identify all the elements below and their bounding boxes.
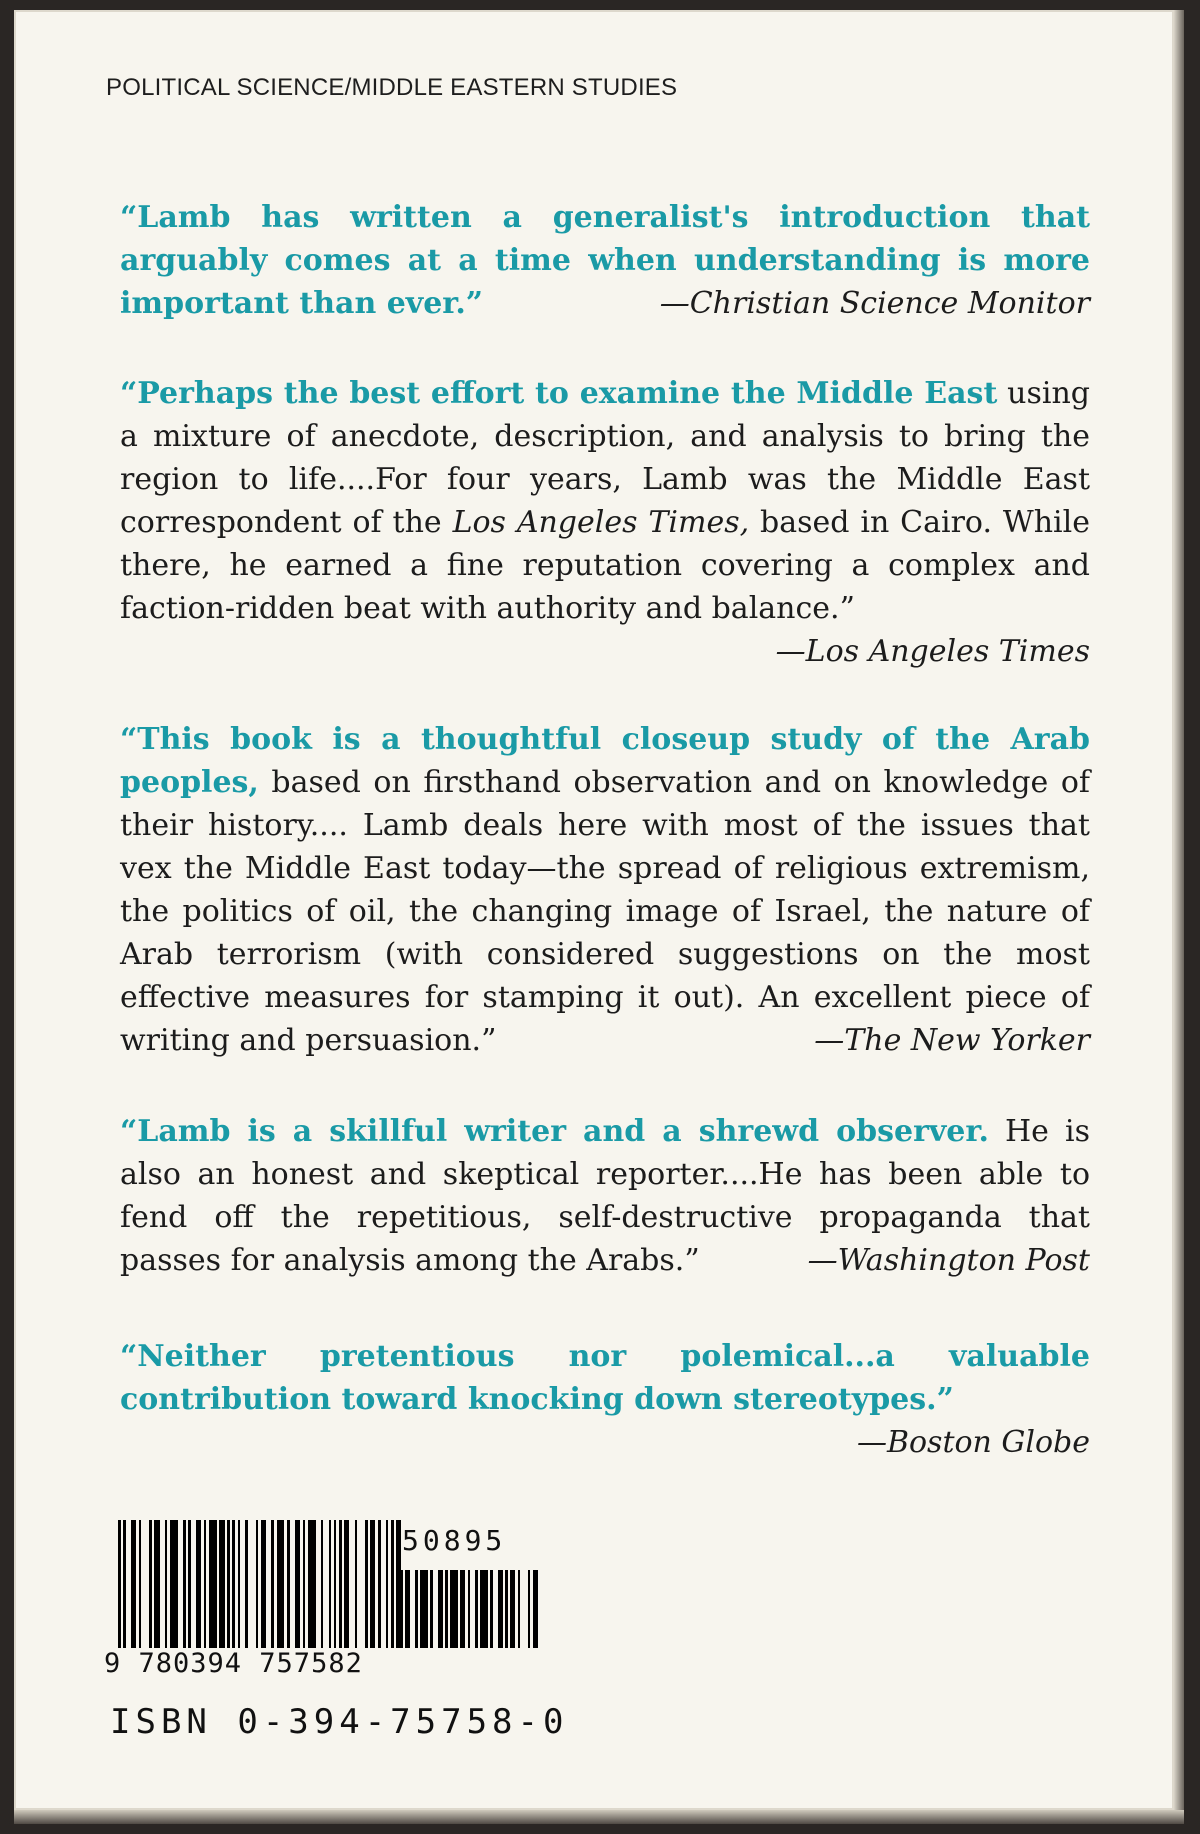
- book-back-cover: [14, 10, 1174, 1810]
- barcode-bar: [277, 1520, 285, 1648]
- quote-source: —Los Angeles Times: [775, 634, 1090, 669]
- category-label: POLITICAL SCIENCE/MIDDLE EASTERN STUDIES: [106, 74, 678, 101]
- quote-highlight: “Lamb is a skillful writer and a shrewd observer.: [120, 1114, 989, 1149]
- barcode-bar: [170, 1520, 178, 1648]
- review-quote-5: [120, 1335, 1090, 1464]
- barcode-bar: [365, 1520, 368, 1648]
- quote-source: —Boston Globe: [856, 1425, 1090, 1460]
- barcode-bar: [196, 1520, 201, 1648]
- review-quote-1: [120, 196, 1090, 325]
- barcode-bar: [227, 1520, 230, 1648]
- barcode-bar: [118, 1520, 121, 1648]
- barcode-bar: [165, 1520, 168, 1648]
- barcode-bar: [533, 1570, 538, 1648]
- barcode-bar: [271, 1520, 274, 1648]
- barcode-bar: [303, 1520, 306, 1648]
- barcode-addon-digits: 50895: [402, 1524, 507, 1557]
- quote-source: —Christian Science Monitor: [659, 286, 1090, 321]
- barcode-bar: [334, 1520, 337, 1648]
- barcode-bar: [510, 1570, 515, 1648]
- barcode-bar: [415, 1570, 418, 1648]
- barcode-bar: [339, 1520, 342, 1648]
- quote-source: —Washington Post: [807, 1243, 1090, 1278]
- quote-body: using a mixture of anecdote, description, and analysis to bring the region to life....For four years, Lamb was the Middle East correspondent of the: [120, 376, 1091, 540]
- barcode-bar: [445, 1570, 448, 1648]
- quote-highlight: “This book is a thoughtful closeup study of the Arab peoples,: [120, 722, 1090, 800]
- barcode-bar: [475, 1570, 478, 1648]
- barcode-bar: [391, 1520, 394, 1648]
- barcode-bar: [460, 1570, 465, 1648]
- barcode-bar: [261, 1520, 266, 1648]
- barcode-bar: [139, 1520, 142, 1648]
- barcode-bar: [238, 1520, 241, 1648]
- quote-body-italic: Los Angeles Times,: [452, 505, 750, 540]
- quote-body-end: based in Cairo. While there, he earned a fine reputation covering a complex and faction-ridden beat with authority and balance.”: [120, 505, 1090, 626]
- barcode-bar: [245, 1520, 248, 1648]
- barcode-bar: [287, 1520, 290, 1648]
- barcode-bar: [505, 1570, 508, 1648]
- barcode-bar: [528, 1570, 531, 1648]
- barcode-bar: [400, 1570, 403, 1648]
- quote-highlight: “Perhaps the best effort to examine the Middle East: [120, 376, 998, 411]
- barcode-bar: [204, 1520, 207, 1648]
- isbn-number: ISBN 0-394-75758-0: [110, 1702, 569, 1742]
- barcode-bar: [256, 1520, 259, 1648]
- barcode-bar: [183, 1520, 186, 1648]
- barcode-bars: [118, 1520, 370, 1648]
- barcode-bar: [480, 1570, 488, 1648]
- barcode-bar: [498, 1570, 503, 1648]
- barcode-bar: [344, 1520, 349, 1648]
- barcode-bar: [308, 1520, 316, 1648]
- barcode-digits: 9 780394 757582: [104, 1648, 363, 1679]
- barcode: [104, 1520, 584, 1680]
- barcode-bar: [188, 1520, 191, 1648]
- quote-highlight: “Neither pretentious nor polemical...a valuable contribution toward knocking down stereotypes.”: [120, 1339, 1090, 1417]
- barcode-bar: [490, 1570, 493, 1648]
- barcode-bar: [321, 1520, 324, 1648]
- quote-highlight: “Lamb has written a generalist's introduction that arguably comes at a time when understanding is more important than ever.”: [120, 200, 1090, 321]
- barcode-bar: [438, 1570, 443, 1648]
- review-quote-4: [120, 1110, 1090, 1282]
- barcode-bar: [420, 1570, 428, 1648]
- book-edge-bottom: [14, 1810, 1184, 1824]
- barcode-bar: [209, 1520, 217, 1648]
- barcode-bar: [232, 1520, 235, 1648]
- barcode-bar: [370, 1520, 375, 1648]
- quote-body: based on firsthand observation and on knowledge of their history.... Lamb deals here with most of the issues that vex the Middle East today—the spread of religious extremism, the politics of oil, the changing image of Israel, the nature of Arab terrorism (with considered suggestions on the most effective measures for stamping it out). An excellent piece of writing and persuasion.”: [120, 765, 1090, 1058]
- barcode-bar: [405, 1570, 410, 1648]
- barcode-bar: [430, 1570, 433, 1648]
- barcode-bar: [295, 1520, 300, 1648]
- review-quote-3: [120, 718, 1090, 1062]
- barcode-bar: [329, 1520, 332, 1648]
- barcode-bar: [131, 1520, 136, 1648]
- barcode-bar: [518, 1570, 521, 1648]
- quote-body: He is also an honest and skeptical reporter....He has been able to fend off the repetitious, self-destructive propaganda that passes for analysis among the Arabs.”: [120, 1114, 1090, 1278]
- barcode-addon-bars: [400, 1570, 528, 1648]
- barcode-bar: [386, 1520, 389, 1648]
- barcode-bar: [123, 1520, 126, 1648]
- barcode-bar: [149, 1520, 152, 1648]
- barcode-bar: [378, 1520, 381, 1648]
- barcode-bar: [355, 1520, 358, 1648]
- quote-source: —The New Yorker: [814, 1023, 1090, 1058]
- barcode-bar: [219, 1520, 224, 1648]
- barcode-bar: [154, 1520, 159, 1648]
- review-quote-2: [120, 372, 1090, 673]
- barcode-bar: [468, 1570, 471, 1648]
- barcode-bar: [450, 1570, 458, 1648]
- book-edge-right: [1174, 10, 1184, 1810]
